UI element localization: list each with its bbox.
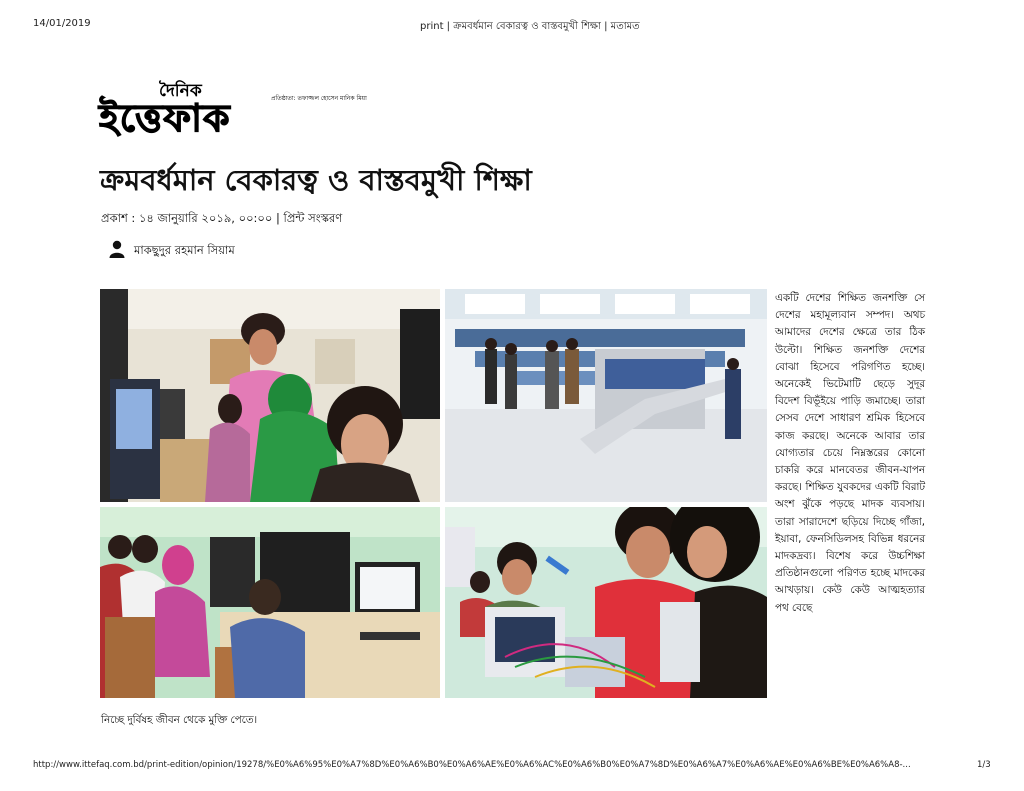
logo-small-text: দৈনিক: [159, 81, 202, 101]
user-icon: [109, 240, 125, 262]
footer-url-link[interactable]: http://www.ittefaq.com.bd/print-edition/opinion/19278/%E0%A6%95%E0%A7%8D%E0%A6%B0%E0%A6%AE%E0%A6%AC%E0%A6%B0%E0%A7%8D%E0%A6%A7%E0%A6%AE%E0%A6%BE%E0%A6%A8-...: [33, 760, 911, 770]
print-page-title: print | ক্রমবর্ধমান বেকারত্ব ও বাস্তবমুখী শিক্ষা | মতামত: [420, 21, 640, 32]
article-body: একটি দেশের শিক্ষিত জনশক্তি সে দেশের মহামূল্যবান সম্পদ। অথচ আমাদের দেশের ক্ষেত্রে তার ঠিক উল্টো। শিক্ষিত জনশক্তি দেশের বোঝা হিসেবে পরিগণিত হচ্ছে। অনেকেই ভিটেমাটি ছেড়ে সুদূর বিদেশ বিভূঁইয়ে পাড়ি জমাচ্ছে। তারা সেসব দেশে সাধারণ শ্রমিক হিসেবে কাজ করছে। অনেকে আবার তার যোগ্যতার চেয়ে নিম্নস্তরের কোনো চাকরি করে মানবেতর জীবন-যাপন করছে। শিক্ষিত যুবকদের একটি বিরাট অংশ ঝুঁকে পড়ছে মাদক ব্যবসায়। তারা সারাদেশে ছড়িয়ে দিচ্ছে গাঁজা, ইয়াবা, ফেনসিডিলসহ বিভিন্ন ধরনের মাদকদ্রব্য। বিশেষ করে উচ্চশিক্ষা প্রতিষ্ঠানগুলো পরিণত হচ্ছে মাদকের আখড়ায়। কেউ কেউ আত্মহত্যার পথ বেছে: [775, 292, 925, 614]
photo-technical-workshop: [445, 289, 767, 502]
photo-women-electronics: [445, 507, 767, 698]
article-continuation: নিচ্ছে দুর্বিষহ জীবন থেকে মুক্তি পেতে।: [101, 714, 258, 726]
photo-students-computers: [100, 507, 440, 698]
page-number: 1/3: [977, 760, 991, 770]
article-meta: প্রকাশ : ১৪ জানুয়ারি ২০১৯, ০০:০০ | প্রিন্ট সংস্করণ: [101, 211, 343, 225]
logo-main-text: ইত্তেফাক: [99, 96, 231, 140]
author-row: [109, 240, 235, 262]
print-date: 14/01/2019: [33, 18, 91, 29]
logo-tagline: প্রতিষ্ঠাতা: তফাজ্জল হোসেন মানিক মিয়া: [271, 95, 367, 102]
author-name: মাকছুদুর রহমান সিয়াম: [134, 242, 235, 257]
article-headline: ক্রমবর্ধমান বেকারত্ব ও বাস্তবমুখী শিক্ষা: [100, 163, 532, 197]
newspaper-logo[interactable]: [99, 81, 367, 144]
photo-computer-lab-teacher: [100, 289, 440, 502]
